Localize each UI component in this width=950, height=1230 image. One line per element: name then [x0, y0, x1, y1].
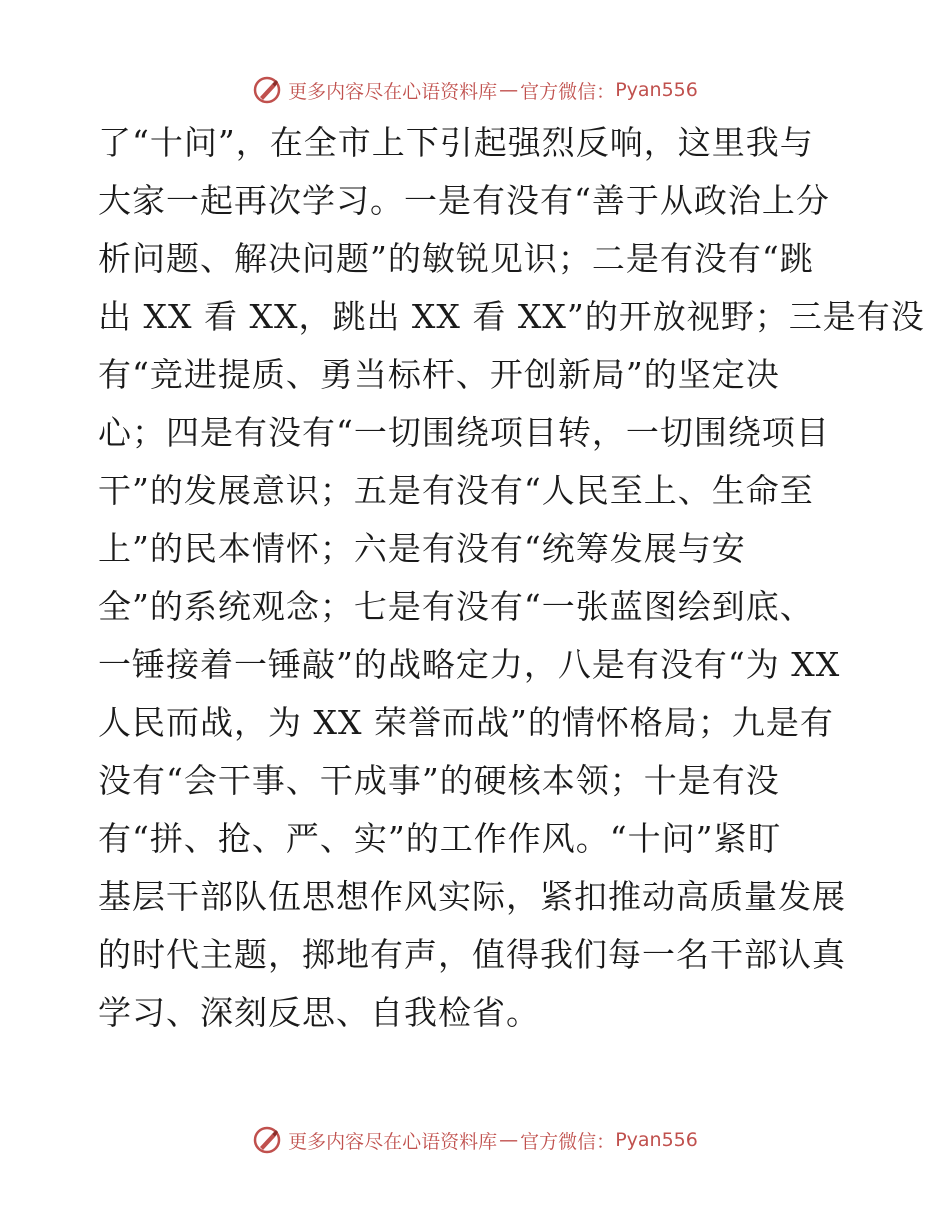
- watermark-wechat-label: 官方微信：: [520, 80, 616, 103]
- watermark-separator: —: [499, 79, 519, 101]
- body-line: 析问题、解决问题”的敏锐见识；二是有没有“跳: [98, 239, 814, 278]
- watermark-wechat-id: Pyan556: [615, 1129, 698, 1151]
- pen-logo-icon: [252, 1125, 282, 1155]
- body-line: 出 XX 看 XX，跳出 XX 看 XX”的开放视野；三是有没: [98, 297, 925, 336]
- watermark-main-text: 更多内容尽在心语资料库: [288, 1130, 498, 1153]
- body-line: 有“竞进提质、勇当标杆、开创新局”的坚定决: [98, 355, 780, 394]
- body-line: 有“拼、抢、严、实”的工作作风。“十问”紧盯: [98, 819, 782, 858]
- document-body: [98, 114, 925, 1042]
- pen-logo-icon: [252, 75, 282, 105]
- footer-watermark: [0, 1122, 950, 1158]
- watermark-wechat-id: Pyan556: [615, 79, 698, 101]
- body-line: 了“十问”，在全市上下引起强烈反响，这里我与: [98, 123, 814, 162]
- body-line: 没有“会干事、干成事”的硬核本领；十是有没: [98, 761, 780, 800]
- body-line: 一锤接着一锤敲”的战略定力，八是有没有“为 XX: [98, 645, 841, 684]
- watermark-main-text: 更多内容尽在心语资料库: [288, 80, 498, 103]
- body-line: 大家一起再次学习。一是有没有“善于从政治上分: [98, 181, 830, 220]
- header-watermark: [0, 72, 950, 108]
- body-line: 上”的民本情怀；六是有没有“统筹发展与安: [98, 529, 746, 568]
- watermark-wechat-label: 官方微信：: [520, 1130, 616, 1153]
- body-line: 基层干部队伍思想作风实际，紧扣推动高质量发展: [98, 877, 846, 916]
- body-line: 全”的系统观念；七是有没有“一张蓝图绘到底、: [98, 587, 814, 626]
- body-line: 心；四是有没有“一切围绕项目转，一切围绕项目: [98, 413, 830, 452]
- watermark-separator: —: [499, 1129, 519, 1151]
- body-line: 干”的发展意识；五是有没有“人民至上、生命至: [98, 471, 814, 510]
- body-line: 学习、深刻反思、自我检省。: [98, 993, 540, 1032]
- body-line: 的时代主题，掷地有声，值得我们每一名干部认真: [98, 935, 846, 974]
- body-line: 人民而战，为 XX 荣誉而战”的情怀格局；九是有: [98, 703, 834, 742]
